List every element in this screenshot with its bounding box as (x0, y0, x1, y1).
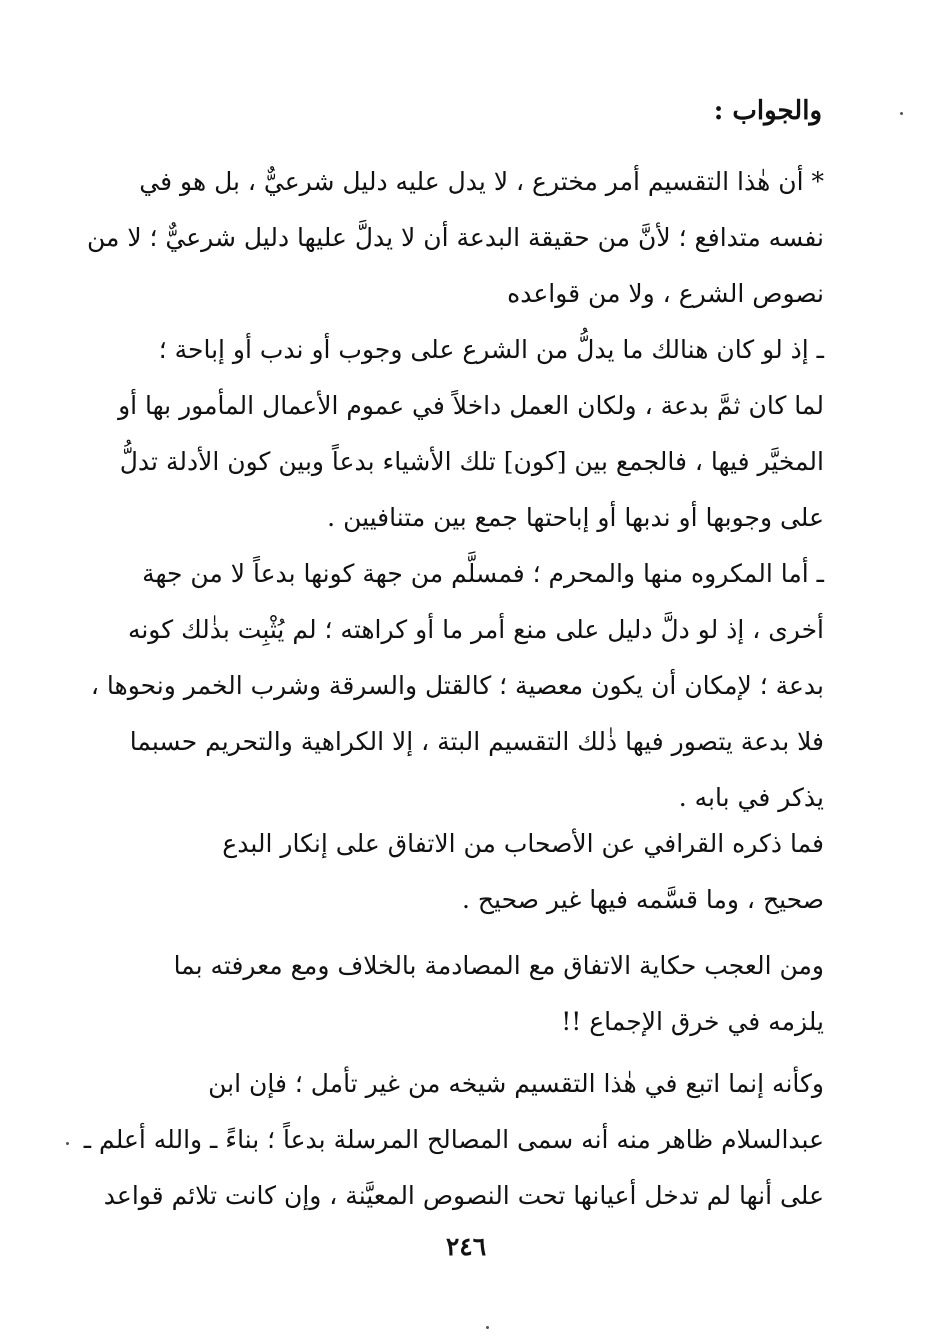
text-line: وكأنه إنما اتبع في هٰذا التقسيم شيخه من غير تأمل ؛ فإن ابن (208, 1069, 824, 1098)
text-line: أخرى ، إذ لو دلَّ دليل على منع أمر ما أو كراهته ؛ لم يُثْبِت بذٰلك كونه (127, 615, 824, 644)
scan-speck (486, 1326, 489, 1329)
text-line: لما كان ثمَّ بدعة ، ولكان العمل داخلاً في عموم الأعمال المأمور بها أو (118, 391, 824, 420)
text-line: نفسه متدافع ؛ لأنَّ من حقيقة البدعة أن لا يدلَّ عليها دليل شرعيٌّ ؛ لا من (86, 223, 824, 252)
paragraph-2 (102, 322, 824, 546)
text-line: بدعة ؛ لإمكان أن يكون معصية ؛ كالقتل والسرقة وشرب الخمر ونحوها ، (90, 671, 824, 700)
text-line: يلزمه في خرق الإجماع !! (561, 1007, 824, 1036)
text-line: يذكر في بابه . (678, 783, 824, 812)
text-line: صحيح ، وما قسَّمه فيها غير صحيح . (462, 885, 824, 914)
scan-speck (900, 112, 903, 115)
text-line: ـ إذ لو كان هنالك ما يدلُّ من الشرع على وجوب أو ندب أو إباحة ؛ (158, 335, 824, 364)
paragraph-5 (102, 938, 824, 1050)
text-line: على أنها لم تدخل أعيانها تحت النصوص المعيَّنة ، وإن كانت تلائم قواعد (103, 1181, 824, 1210)
paragraph-1 (86, 154, 824, 322)
paragraph-3 (90, 546, 824, 826)
paragraph-4 (102, 816, 824, 928)
text-line: ومن العجب حكاية الاتفاق مع المصادمة بالخلاف ومع معرفته بما (173, 951, 824, 980)
scan-speck (66, 1142, 69, 1145)
paragraph-6 (83, 1056, 824, 1224)
text-line: فما ذكره القرافي عن الأصحاب من الاتفاق على إنكار البدع (222, 829, 824, 858)
page-number: ٢٤٦ (445, 1232, 487, 1261)
text-line: فلا بدعة يتصور فيها ذٰلك التقسيم البتة ، إلا الكراهية والتحريم حسبما (129, 727, 824, 756)
text-line: المخيَّر فيها ، فالجمع بين [كون] تلك الأشياء بدعاً وبين كون الأدلة تدلُّ (119, 447, 824, 476)
text-line: عبدالسلام ظاهر منه أنه سمى المصالح المرسلة بدعاً ؛ بناءً ـ والله أعلم ـ (83, 1125, 824, 1154)
answer-heading: والجواب : (713, 96, 822, 126)
text-line: ـ أما المكروه منها والمحرم ؛ فمسلَّم من جهة كونها بدعاً لا من جهة (142, 559, 824, 588)
text-line: * أن هٰذا التقسيم أمر مخترع ، لا يدل عليه دليل شرعيٌّ ، بل هو في (139, 167, 824, 196)
text-line: على وجوبها أو ندبها أو إباحتها جمع بين متنافيين . (327, 503, 824, 532)
text-line: نصوص الشرع ، ولا من قواعده (507, 279, 824, 308)
